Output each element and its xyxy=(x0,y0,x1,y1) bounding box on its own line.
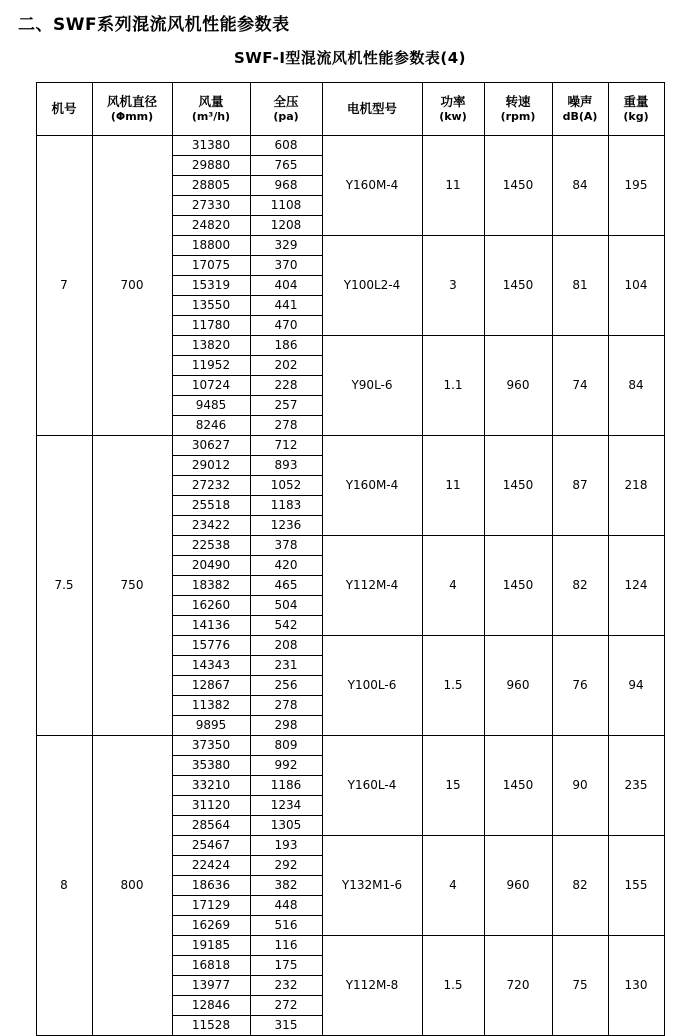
cell-flow: 14343 xyxy=(172,656,250,676)
cell-pressure: 1305 xyxy=(250,816,322,836)
cell-flow: 19185 xyxy=(172,936,250,956)
cell-motor-model: Y100L2-4 xyxy=(322,236,422,336)
cell-pressure: 1236 xyxy=(250,516,322,536)
cell-pressure: 1052 xyxy=(250,476,322,496)
cell-noise: 74 xyxy=(552,336,608,436)
header-flow-label: 风量 xyxy=(198,94,224,110)
table-row xyxy=(36,436,664,456)
cell-noise: 82 xyxy=(552,536,608,636)
cell-pressure: 298 xyxy=(250,716,322,736)
header-motor-model-label: 电机型号 xyxy=(346,101,397,117)
cell-noise: 87 xyxy=(552,436,608,536)
cell-motor-model: Y112M-8 xyxy=(322,936,422,1036)
cell-flow: 13820 xyxy=(172,336,250,356)
cell-flow: 8246 xyxy=(172,416,250,436)
cell-pressure: 765 xyxy=(250,156,322,176)
cell-weight: 218 xyxy=(608,436,664,536)
cell-power: 15 xyxy=(422,736,484,836)
cell-flow: 18800 xyxy=(172,236,250,256)
cell-pressure: 809 xyxy=(250,736,322,756)
cell-speed: 960 xyxy=(484,336,552,436)
cell-power: 11 xyxy=(422,436,484,536)
header-model-no xyxy=(36,83,92,136)
cell-pressure: 608 xyxy=(250,136,322,156)
cell-flow: 13550 xyxy=(172,296,250,316)
cell-flow: 17075 xyxy=(172,256,250,276)
cell-weight: 104 xyxy=(608,236,664,336)
cell-speed: 1450 xyxy=(484,536,552,636)
section-title: 二、SWF系列混流风机性能参数表 xyxy=(18,15,290,35)
cell-pressure: 257 xyxy=(250,396,322,416)
header-weight-unit: (kg) xyxy=(623,109,649,123)
header-speed-label: 转速 xyxy=(505,94,531,110)
cell-flow: 18636 xyxy=(172,876,250,896)
header-noise-label: 噪声 xyxy=(567,94,593,110)
header-power-unit: (kw) xyxy=(439,109,467,123)
cell-flow: 29880 xyxy=(172,156,250,176)
cell-weight: 130 xyxy=(608,936,664,1036)
cell-flow: 14136 xyxy=(172,616,250,636)
cell-flow: 24820 xyxy=(172,216,250,236)
cell-flow: 28805 xyxy=(172,176,250,196)
cell-speed: 960 xyxy=(484,836,552,936)
cell-pressure: 404 xyxy=(250,276,322,296)
cell-pressure: 278 xyxy=(250,696,322,716)
cell-weight: 124 xyxy=(608,536,664,636)
cell-pressure: 1183 xyxy=(250,496,322,516)
cell-flow: 27330 xyxy=(172,196,250,216)
cell-pressure: 712 xyxy=(250,436,322,456)
header-diameter xyxy=(92,83,172,136)
cell-diameter: 800 xyxy=(92,736,172,1036)
cell-weight: 84 xyxy=(608,336,664,436)
cell-speed: 1450 xyxy=(484,136,552,236)
header-speed xyxy=(484,83,552,136)
cell-speed: 1450 xyxy=(484,236,552,336)
cell-model-no: 8 xyxy=(36,736,92,1036)
cell-flow: 10724 xyxy=(172,376,250,396)
cell-pressure: 315 xyxy=(250,1016,322,1036)
cell-noise: 81 xyxy=(552,236,608,336)
cell-pressure: 1234 xyxy=(250,796,322,816)
cell-speed: 960 xyxy=(484,636,552,736)
cell-flow: 9485 xyxy=(172,396,250,416)
cell-flow: 30627 xyxy=(172,436,250,456)
header-diameter-label: 风机直径 xyxy=(106,94,157,110)
table-row xyxy=(36,136,664,156)
cell-flow: 25467 xyxy=(172,836,250,856)
cell-motor-model: Y132M1-6 xyxy=(322,836,422,936)
header-noise xyxy=(552,83,608,136)
cell-flow: 20490 xyxy=(172,556,250,576)
cell-flow: 37350 xyxy=(172,736,250,756)
cell-pressure: 186 xyxy=(250,336,322,356)
cell-power: 1.5 xyxy=(422,636,484,736)
cell-flow: 15776 xyxy=(172,636,250,656)
cell-pressure: 231 xyxy=(250,656,322,676)
cell-noise: 90 xyxy=(552,736,608,836)
header-pressure xyxy=(250,83,322,136)
cell-flow: 28564 xyxy=(172,816,250,836)
header-flow-unit: (m³/h) xyxy=(191,109,231,123)
cell-weight: 94 xyxy=(608,636,664,736)
cell-motor-model: Y90L-6 xyxy=(322,336,422,436)
cell-pressure: 1186 xyxy=(250,776,322,796)
cell-pressure: 208 xyxy=(250,636,322,656)
cell-flow: 11382 xyxy=(172,696,250,716)
cell-pressure: 228 xyxy=(250,376,322,396)
cell-pressure: 1208 xyxy=(250,216,322,236)
table-body xyxy=(36,136,664,1036)
cell-power: 1.1 xyxy=(422,336,484,436)
cell-flow: 16269 xyxy=(172,916,250,936)
cell-pressure: 470 xyxy=(250,316,322,336)
cell-flow: 25518 xyxy=(172,496,250,516)
cell-pressure: 202 xyxy=(250,356,322,376)
cell-weight: 155 xyxy=(608,836,664,936)
cell-flow: 9895 xyxy=(172,716,250,736)
header-diameter-unit: (Φmm) xyxy=(110,109,154,123)
cell-flow: 33210 xyxy=(172,776,250,796)
header-pressure-label: 全压 xyxy=(273,94,299,110)
cell-diameter: 750 xyxy=(92,436,172,736)
cell-power: 4 xyxy=(422,536,484,636)
cell-power: 4 xyxy=(422,836,484,936)
cell-diameter: 700 xyxy=(92,136,172,436)
cell-pressure: 542 xyxy=(250,616,322,636)
cell-pressure: 516 xyxy=(250,916,322,936)
cell-model-no: 7 xyxy=(36,136,92,436)
cell-pressure: 272 xyxy=(250,996,322,1016)
cell-speed: 1450 xyxy=(484,736,552,836)
cell-pressure: 441 xyxy=(250,296,322,316)
cell-noise: 84 xyxy=(552,136,608,236)
cell-pressure: 992 xyxy=(250,756,322,776)
cell-flow: 22538 xyxy=(172,536,250,556)
header-power xyxy=(422,83,484,136)
header-pressure-unit: (pa) xyxy=(273,109,299,123)
cell-flow: 15319 xyxy=(172,276,250,296)
cell-flow: 35380 xyxy=(172,756,250,776)
header-noise-unit: dB(A) xyxy=(562,109,598,123)
cell-pressure: 116 xyxy=(250,936,322,956)
header-weight xyxy=(608,83,664,136)
cell-pressure: 278 xyxy=(250,416,322,436)
cell-flow: 11780 xyxy=(172,316,250,336)
cell-pressure: 448 xyxy=(250,896,322,916)
cell-power: 1.5 xyxy=(422,936,484,1036)
header-speed-unit: (rpm) xyxy=(500,109,536,123)
cell-pressure: 1108 xyxy=(250,196,322,216)
cell-pressure: 329 xyxy=(250,236,322,256)
cell-motor-model: Y160L-4 xyxy=(322,736,422,836)
cell-pressure: 968 xyxy=(250,176,322,196)
cell-flow: 12867 xyxy=(172,676,250,696)
cell-flow: 17129 xyxy=(172,896,250,916)
cell-noise: 75 xyxy=(552,936,608,1036)
performance-parameter-table xyxy=(36,82,665,1036)
cell-pressure: 292 xyxy=(250,856,322,876)
cell-flow: 31120 xyxy=(172,796,250,816)
cell-flow: 16260 xyxy=(172,596,250,616)
cell-pressure: 382 xyxy=(250,876,322,896)
cell-motor-model: Y112M-4 xyxy=(322,536,422,636)
cell-flow: 11952 xyxy=(172,356,250,376)
header-flow xyxy=(172,83,250,136)
cell-pressure: 232 xyxy=(250,976,322,996)
cell-pressure: 504 xyxy=(250,596,322,616)
header-motor-model xyxy=(322,83,422,136)
cell-flow: 16818 xyxy=(172,956,250,976)
cell-pressure: 256 xyxy=(250,676,322,696)
cell-pressure: 465 xyxy=(250,576,322,596)
cell-motor-model: Y160M-4 xyxy=(322,136,422,236)
cell-weight: 235 xyxy=(608,736,664,836)
cell-motor-model: Y160M-4 xyxy=(322,436,422,536)
cell-flow: 18382 xyxy=(172,576,250,596)
header-model-no-label: 机号 xyxy=(51,101,77,117)
cell-flow: 22424 xyxy=(172,856,250,876)
cell-speed: 1450 xyxy=(484,436,552,536)
cell-noise: 82 xyxy=(552,836,608,936)
cell-pressure: 370 xyxy=(250,256,322,276)
cell-flow: 12846 xyxy=(172,996,250,1016)
cell-power: 11 xyxy=(422,136,484,236)
table-header-row xyxy=(36,83,664,136)
cell-noise: 76 xyxy=(552,636,608,736)
cell-pressure: 420 xyxy=(250,556,322,576)
cell-pressure: 193 xyxy=(250,836,322,856)
cell-pressure: 378 xyxy=(250,536,322,556)
cell-weight: 195 xyxy=(608,136,664,236)
cell-flow: 13977 xyxy=(172,976,250,996)
cell-flow: 27232 xyxy=(172,476,250,496)
table-row xyxy=(36,736,664,756)
cell-flow: 31380 xyxy=(172,136,250,156)
page-title: SWF-I型混流风机性能参数表(4) xyxy=(233,49,467,67)
cell-flow: 29012 xyxy=(172,456,250,476)
cell-pressure: 893 xyxy=(250,456,322,476)
cell-model-no: 7.5 xyxy=(36,436,92,736)
cell-motor-model: Y100L-6 xyxy=(322,636,422,736)
header-power-label: 功率 xyxy=(440,94,466,110)
cell-pressure: 175 xyxy=(250,956,322,976)
header-weight-label: 重量 xyxy=(623,94,649,110)
cell-flow: 11528 xyxy=(172,1016,250,1036)
cell-power: 3 xyxy=(422,236,484,336)
cell-speed: 720 xyxy=(484,936,552,1036)
cell-flow: 23422 xyxy=(172,516,250,536)
